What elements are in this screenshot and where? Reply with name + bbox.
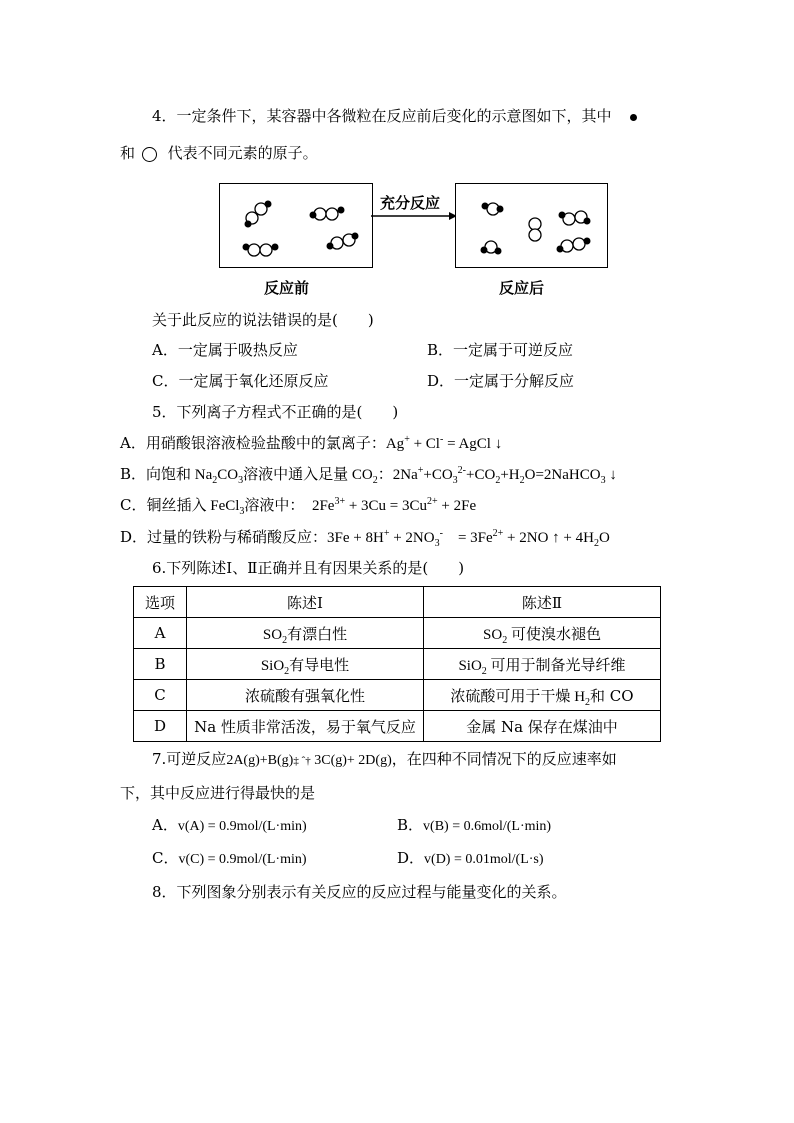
row-a-s1-text: 有漂白性 (287, 624, 348, 643)
q7-b-rate: v(B) = 0.6mol/(L·min) (423, 819, 552, 834)
q7-a-rate: v(A) = 0.9mol/(L·min) (177, 819, 307, 834)
after-molecules-diagram (456, 184, 607, 267)
table-row (134, 649, 661, 680)
row-a-s1: $SO_2$有漂白性 (187, 618, 424, 649)
q4-line2-pre: 和 (120, 144, 136, 162)
q7-option-d (397, 848, 544, 870)
row-c-option: C (134, 680, 187, 711)
row-b-s1-text: 有导电性 (289, 655, 350, 674)
after-reaction-box (455, 183, 608, 268)
q5-a-equation: Ag+ + Cl- = AgCl ↓ (385, 434, 503, 452)
arrow-label: 充分反应 (380, 194, 441, 212)
before-reaction-box (219, 183, 373, 268)
table-row (134, 618, 661, 649)
row-d-s2: 金属 Na 保存在煤油中 (424, 711, 661, 742)
q5-option-d (120, 527, 610, 548)
q7-equation: 2A(g)+B(g)‡ ˆ† 3C(g)+ 2D(g) (226, 753, 392, 768)
q5-c-text2: 溶液中： (244, 496, 297, 514)
row-d-option: D (134, 711, 187, 742)
q4-option-a: A．一定属于吸热反应 (152, 341, 298, 359)
row-b-s2: SiO$_2$ 可用于制备光导纤维 (424, 649, 661, 680)
q5-c-text: C．铜丝插入 (120, 496, 207, 514)
q7-d-rate: v(D) = 0.01mol/(L·s) (424, 852, 544, 867)
q4-question: 关于此反应的说法错误的是( ) (152, 311, 374, 329)
q4-option-b: B．一定属于可逆反应 (427, 341, 574, 359)
q5-option-a (120, 433, 502, 454)
q7-b-label: B． (397, 816, 424, 834)
q4-line2-post: 代表不同元素的原子。 (167, 144, 318, 162)
q5-c-equation: $2Fe^{3+} + 3Cu = 3Cu^{2+} + 2Fe$ (296, 496, 477, 514)
row-c-s1: 浓硫酸有强氧化性 (187, 680, 424, 711)
q7-option-b (397, 815, 551, 837)
row-a-option: A (134, 618, 187, 649)
white-atom-legend-icon (142, 147, 157, 162)
q6-stem: 6.下列陈述Ⅰ、Ⅱ正确并且有因果关系的是( ) (152, 559, 465, 577)
q7-stem-pre: 7.可逆反应 (152, 750, 227, 768)
q4-line1 (152, 106, 637, 126)
q6-table (133, 586, 661, 742)
q5-d-text: D．过量的铁粉与稀硝酸反应： (120, 528, 328, 546)
q7-option-a (152, 815, 307, 837)
reaction-arrow-icon (371, 211, 457, 221)
header-option: 选项 (134, 587, 187, 618)
q7-stem (152, 749, 617, 771)
row-c-s2-pre: 浓硫酸可用于干燥 (450, 686, 571, 705)
q7-line2: 下，其中反应进行得最快的是 (120, 784, 316, 802)
q8-stem: 8．下列图象分别表示有关反应的反应过程与能量变化的关系。 (152, 883, 567, 901)
q7-option-c (152, 848, 307, 870)
row-b-option: B (134, 649, 187, 680)
q5-b-formula: $Na_2CO_3$ (191, 467, 244, 486)
q5-option-b (120, 464, 617, 485)
q5-c-formula: FeCl$_3$ (206, 498, 245, 517)
q5-b-equation: $CO_2$：$2Na^++CO_3^{2-}+CO_2+H_2O=2NaHCO_3$ ↓ (348, 465, 617, 486)
q5-a-text: A．用硝酸银溶液检验盐酸中的氯离子： (120, 434, 386, 452)
table-row (134, 711, 661, 742)
black-atom-legend-icon (630, 114, 637, 121)
header-statement-2: 陈述Ⅱ (424, 587, 661, 618)
q4-line2 (120, 143, 318, 163)
row-a-s2: $SO_2$ 可使溴水褪色 (424, 618, 661, 649)
q4-option-d: D．一定属于分解反应 (427, 372, 575, 390)
label-before: 反应前 (264, 279, 310, 297)
q7-c-rate: v(C) = 0.9mol/(L·min) (178, 852, 307, 867)
before-molecules-diagram (220, 184, 372, 267)
table-row (134, 680, 661, 711)
table-header-row (134, 587, 661, 618)
row-a-s2-text: 可使溴水褪色 (510, 624, 601, 643)
row-b-s1: SiO$_2$有导电性 (187, 649, 424, 680)
header-statement-1: 陈述Ⅰ (187, 587, 424, 618)
q5-b-text: B．向饱和 (120, 465, 192, 483)
q4-line1-text: 4．一定条件下，某容器中各微粒在反应前后变化的示意图如下，其中 (152, 107, 612, 125)
q5-option-c (120, 495, 476, 516)
row-b-s2-text: 可用于制备光导纤维 (490, 655, 626, 674)
q7-d-label: D． (397, 849, 425, 867)
row-c-s2: 浓硫酸可用于干燥 $H_2$和 CO (424, 680, 661, 711)
q7-a-label: A． (152, 816, 178, 834)
q7-stem-post: ，在四种不同情况下的反应速率如 (391, 750, 617, 768)
q5-stem: 5．下列离子方程式不正确的是( ) (152, 403, 399, 421)
q5-d-equation: $3Fe + 8H^+ + 2NO_3^-$ = $3Fe^{2+} + 2NO$ ↑ + $4H_2O$ (327, 528, 610, 549)
q5-b-text2: 溶液中通入足量 (243, 465, 349, 483)
q4-option-c: C．一定属于氧化还原反应 (152, 372, 329, 390)
row-d-s1: Na 性质非常活泼，易于氧气反应 (187, 711, 424, 742)
q7-c-label: C． (152, 849, 179, 867)
label-after: 反应后 (499, 279, 545, 297)
row-c-s2-mid: 和 CO (590, 686, 634, 705)
